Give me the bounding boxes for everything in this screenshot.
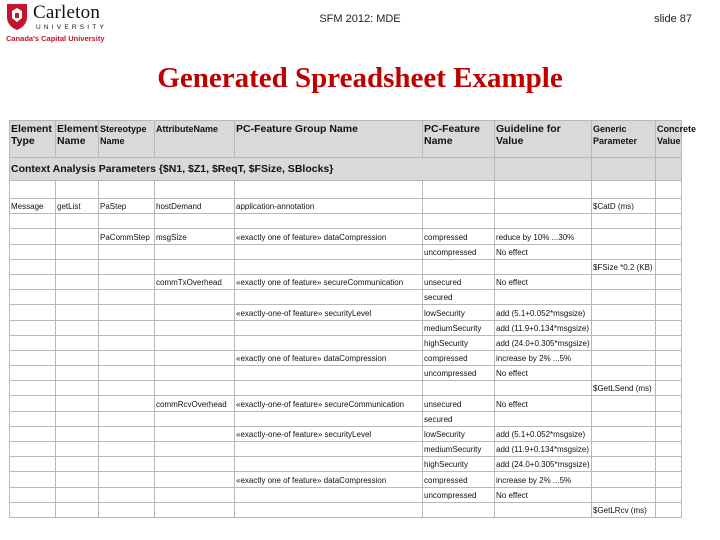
table-cell — [592, 442, 656, 457]
column-header: Generic Parameter — [592, 121, 656, 158]
table-cell — [155, 244, 235, 259]
table-cell — [56, 350, 99, 365]
column-header: Guideline for Value — [495, 121, 592, 158]
table-cell — [10, 502, 56, 517]
table-cell — [423, 181, 495, 199]
table-cell: $FSize *0.2 (KB) — [592, 259, 656, 274]
table-cell — [495, 199, 592, 214]
logo-tagline: Canada's Capital University — [6, 34, 105, 43]
table-cell — [495, 214, 592, 229]
table-cell — [235, 320, 423, 335]
table-cell — [592, 472, 656, 487]
table-cell — [10, 290, 56, 305]
table-cell — [592, 244, 656, 259]
table-cell — [10, 381, 56, 396]
table-cell: unsecured — [423, 274, 495, 289]
table-row — [10, 214, 682, 229]
table-cell — [592, 366, 656, 381]
column-header: Stereotype Name — [99, 121, 155, 158]
table-cell — [56, 396, 99, 411]
table-cell — [56, 244, 99, 259]
table-cell: msgSize — [155, 229, 235, 244]
table-cell: add (5.1+0.052*msgsize) — [495, 426, 592, 441]
table-cell — [656, 350, 682, 365]
table-cell — [155, 472, 235, 487]
table-row — [10, 366, 682, 381]
table-cell: PaStep — [99, 199, 155, 214]
table-cell — [99, 350, 155, 365]
table-cell — [656, 442, 682, 457]
table-cell — [155, 442, 235, 457]
table-cell — [592, 214, 656, 229]
table-cell — [155, 181, 235, 199]
table-cell — [656, 335, 682, 350]
table-cell — [56, 502, 99, 517]
table-cell — [235, 259, 423, 274]
table-cell — [56, 366, 99, 381]
slide-number: slide 87 — [654, 13, 692, 25]
table-cell — [235, 214, 423, 229]
table-cell: compressed — [423, 229, 495, 244]
table-row — [10, 426, 682, 441]
table-cell — [235, 181, 423, 199]
table-cell: compressed — [423, 350, 495, 365]
table-cell — [99, 244, 155, 259]
carleton-logo — [6, 3, 116, 43]
table-row — [10, 290, 682, 305]
table-cell — [592, 335, 656, 350]
table-cell — [56, 335, 99, 350]
table-cell — [155, 411, 235, 426]
table-cell — [10, 442, 56, 457]
table-cell — [155, 290, 235, 305]
course-label: SFM 2012: MDE — [319, 13, 401, 25]
table-cell: highSecurity — [423, 335, 495, 350]
table-cell: Message — [10, 199, 56, 214]
table-cell — [656, 320, 682, 335]
table-cell — [10, 229, 56, 244]
table-cell — [235, 335, 423, 350]
table-cell — [592, 350, 656, 365]
table-cell — [235, 381, 423, 396]
table-cell: getList — [56, 199, 99, 214]
table-cell — [56, 381, 99, 396]
table-cell: «exactly-one-of feature» securityLevel — [235, 305, 423, 320]
table-cell — [10, 214, 56, 229]
table-cell — [99, 472, 155, 487]
table-cell — [10, 396, 56, 411]
table-cell — [56, 487, 99, 502]
table-cell — [155, 350, 235, 365]
table-cell: add (24.0+0.305*msgsize) — [495, 335, 592, 350]
table-row — [10, 457, 682, 472]
table-cell — [155, 487, 235, 502]
table-cell: No effect — [495, 274, 592, 289]
table-cell: add (5.1+0.052*msgsize) — [495, 305, 592, 320]
table-cell — [99, 290, 155, 305]
table-cell — [423, 381, 495, 396]
table-row — [10, 274, 682, 289]
table-cell — [495, 411, 592, 426]
table-cell — [495, 502, 592, 517]
table-cell — [56, 457, 99, 472]
table-cell — [99, 381, 155, 396]
table-cell — [56, 411, 99, 426]
table-cell — [10, 426, 56, 441]
table-row — [10, 502, 682, 517]
table-cell — [10, 259, 56, 274]
table-cell — [155, 214, 235, 229]
table-cell: «exactly one of feature» secureCommunication — [235, 274, 423, 289]
table-cell — [235, 244, 423, 259]
table-cell — [495, 381, 592, 396]
table-cell: $GetLSend (ms) — [592, 381, 656, 396]
table-cell — [10, 320, 56, 335]
table-cell — [56, 472, 99, 487]
table-cell: highSecurity — [423, 457, 495, 472]
spreadsheet-table — [9, 120, 697, 518]
table-cell — [56, 290, 99, 305]
column-header: Element Name — [56, 121, 99, 158]
table-row — [10, 350, 682, 365]
table-cell: uncompressed — [423, 244, 495, 259]
table-cell — [155, 502, 235, 517]
table-cell: mediumSecurity — [423, 442, 495, 457]
table-cell: PaCommStep — [99, 229, 155, 244]
table-cell — [155, 457, 235, 472]
table-cell — [235, 457, 423, 472]
table-cell: No effect — [495, 396, 592, 411]
table-cell: «exactly one of feature» dataCompression — [235, 229, 423, 244]
table-cell — [10, 366, 56, 381]
table-cell: compressed — [423, 472, 495, 487]
table-cell: increase by 2% ...5% — [495, 472, 592, 487]
table-cell — [99, 442, 155, 457]
table-cell — [10, 411, 56, 426]
table-cell — [99, 320, 155, 335]
table-cell: No effect — [495, 366, 592, 381]
table-cell — [56, 305, 99, 320]
table-cell — [656, 426, 682, 441]
table-row — [10, 487, 682, 502]
table-cell — [56, 259, 99, 274]
table-cell — [99, 335, 155, 350]
column-header: Concrete Value — [656, 121, 682, 158]
table-cell — [423, 214, 495, 229]
table-cell: commTxOverhead — [155, 274, 235, 289]
section-label: Context Analysis Parameters {$N1, $Z1, $ReqT, $FSize, SBlocks} — [10, 158, 495, 181]
table-cell — [656, 158, 682, 181]
table-cell: secured — [423, 290, 495, 305]
table-cell — [99, 305, 155, 320]
table-cell — [10, 457, 56, 472]
table-cell — [99, 502, 155, 517]
table-cell: unsecured — [423, 396, 495, 411]
table-cell — [10, 244, 56, 259]
table-cell — [235, 366, 423, 381]
table-cell — [656, 181, 682, 199]
table-cell: commRcvOverhead — [155, 396, 235, 411]
table-cell — [592, 396, 656, 411]
table-cell — [592, 229, 656, 244]
table-cell: application-annotation — [235, 199, 423, 214]
table-cell — [99, 396, 155, 411]
table-cell — [155, 305, 235, 320]
table-cell: $GetLRcv (ms) — [592, 502, 656, 517]
table-row — [10, 229, 682, 244]
table-cell — [495, 290, 592, 305]
table-cell — [656, 366, 682, 381]
table-cell — [99, 259, 155, 274]
table-cell — [592, 411, 656, 426]
table-cell — [656, 472, 682, 487]
table-cell — [656, 305, 682, 320]
table-cell — [656, 457, 682, 472]
table-cell — [99, 426, 155, 441]
header-row — [10, 121, 682, 158]
table-cell — [656, 199, 682, 214]
table-cell — [56, 320, 99, 335]
logo-subtitle: UNIVERSITY — [36, 24, 108, 31]
table-cell — [99, 487, 155, 502]
table-cell — [592, 290, 656, 305]
table-cell: hostDemand — [155, 199, 235, 214]
table-cell — [656, 259, 682, 274]
table-cell — [592, 181, 656, 199]
table-cell — [56, 214, 99, 229]
table-cell — [56, 181, 99, 199]
table-cell: add (11.9+0.134*msgsize) — [495, 442, 592, 457]
table-cell — [592, 487, 656, 502]
table-cell: lowSecurity — [423, 426, 495, 441]
table-cell — [235, 290, 423, 305]
table-cell — [656, 487, 682, 502]
table-cell — [10, 350, 56, 365]
table-cell — [99, 411, 155, 426]
table-cell: $CatD (ms) — [592, 199, 656, 214]
table-row — [10, 396, 682, 411]
table-cell — [656, 411, 682, 426]
table-cell: «exactly one of feature» dataCompression — [235, 472, 423, 487]
table-row — [10, 259, 682, 274]
table-cell — [99, 366, 155, 381]
table-cell: «exactly-one-of feature» secureCommunication — [235, 396, 423, 411]
shield-icon — [6, 3, 28, 31]
table-cell — [656, 502, 682, 517]
table-cell: mediumSecurity — [423, 320, 495, 335]
table-cell — [592, 158, 656, 181]
table-row — [10, 411, 682, 426]
table-cell — [155, 426, 235, 441]
table-row — [10, 305, 682, 320]
table-row — [10, 442, 682, 457]
table-cell — [656, 274, 682, 289]
table-cell: secured — [423, 411, 495, 426]
table-cell: No effect — [495, 244, 592, 259]
table-row — [10, 472, 682, 487]
table-cell — [423, 199, 495, 214]
logo-name: Carleton — [33, 2, 101, 23]
table-cell: add (24.0+0.305*msgsize) — [495, 457, 592, 472]
table-cell — [10, 472, 56, 487]
table-cell — [235, 487, 423, 502]
table-cell — [592, 305, 656, 320]
table-cell — [592, 320, 656, 335]
table-cell — [656, 214, 682, 229]
table-cell: add (11.9+0.134*msgsize) — [495, 320, 592, 335]
table-cell — [155, 366, 235, 381]
table-cell — [10, 274, 56, 289]
table-cell — [99, 181, 155, 199]
table-cell: No effect — [495, 487, 592, 502]
table-cell — [56, 229, 99, 244]
table-cell — [10, 487, 56, 502]
table-cell — [235, 502, 423, 517]
table-cell — [656, 244, 682, 259]
table-cell — [495, 158, 592, 181]
spreadsheet — [9, 120, 697, 515]
column-header: PC-Feature Name — [423, 121, 495, 158]
table-row — [10, 199, 682, 214]
table-cell — [99, 274, 155, 289]
table-cell — [155, 335, 235, 350]
table-row — [10, 335, 682, 350]
table-cell: «exactly-one-of feature» securityLevel — [235, 426, 423, 441]
column-header: AttributeName — [155, 121, 235, 158]
table-cell — [592, 426, 656, 441]
table-cell — [99, 214, 155, 229]
slide-title: Generated Spreadsheet Example — [157, 62, 563, 94]
table-row — [10, 320, 682, 335]
table-cell — [155, 381, 235, 396]
table-cell — [423, 259, 495, 274]
table-cell — [592, 457, 656, 472]
table-cell — [10, 181, 56, 199]
table-cell: increase by 2% ...5% — [495, 350, 592, 365]
table-cell — [56, 426, 99, 441]
table-cell — [495, 181, 592, 199]
table-cell — [99, 457, 155, 472]
table-cell — [56, 442, 99, 457]
table-cell — [10, 305, 56, 320]
table-cell: lowSecurity — [423, 305, 495, 320]
table-cell — [155, 259, 235, 274]
table-cell — [495, 259, 592, 274]
section-row — [10, 158, 682, 181]
table-cell: reduce by 10% ...30% — [495, 229, 592, 244]
table-cell — [155, 320, 235, 335]
blank-row — [10, 181, 682, 199]
table-row — [10, 244, 682, 259]
table-cell — [235, 411, 423, 426]
table-cell — [423, 502, 495, 517]
table-row — [10, 381, 682, 396]
table-cell — [656, 290, 682, 305]
table-cell — [656, 229, 682, 244]
column-header: PC-Feature Group Name — [235, 121, 423, 158]
table-cell: uncompressed — [423, 487, 495, 502]
table-cell — [10, 335, 56, 350]
table-cell — [592, 274, 656, 289]
table-cell: «exactly one of feature» dataCompression — [235, 350, 423, 365]
column-header: Element Type — [10, 121, 56, 158]
table-cell: uncompressed — [423, 366, 495, 381]
table-cell — [56, 274, 99, 289]
table-cell — [235, 442, 423, 457]
table-cell — [656, 396, 682, 411]
table-cell — [656, 381, 682, 396]
